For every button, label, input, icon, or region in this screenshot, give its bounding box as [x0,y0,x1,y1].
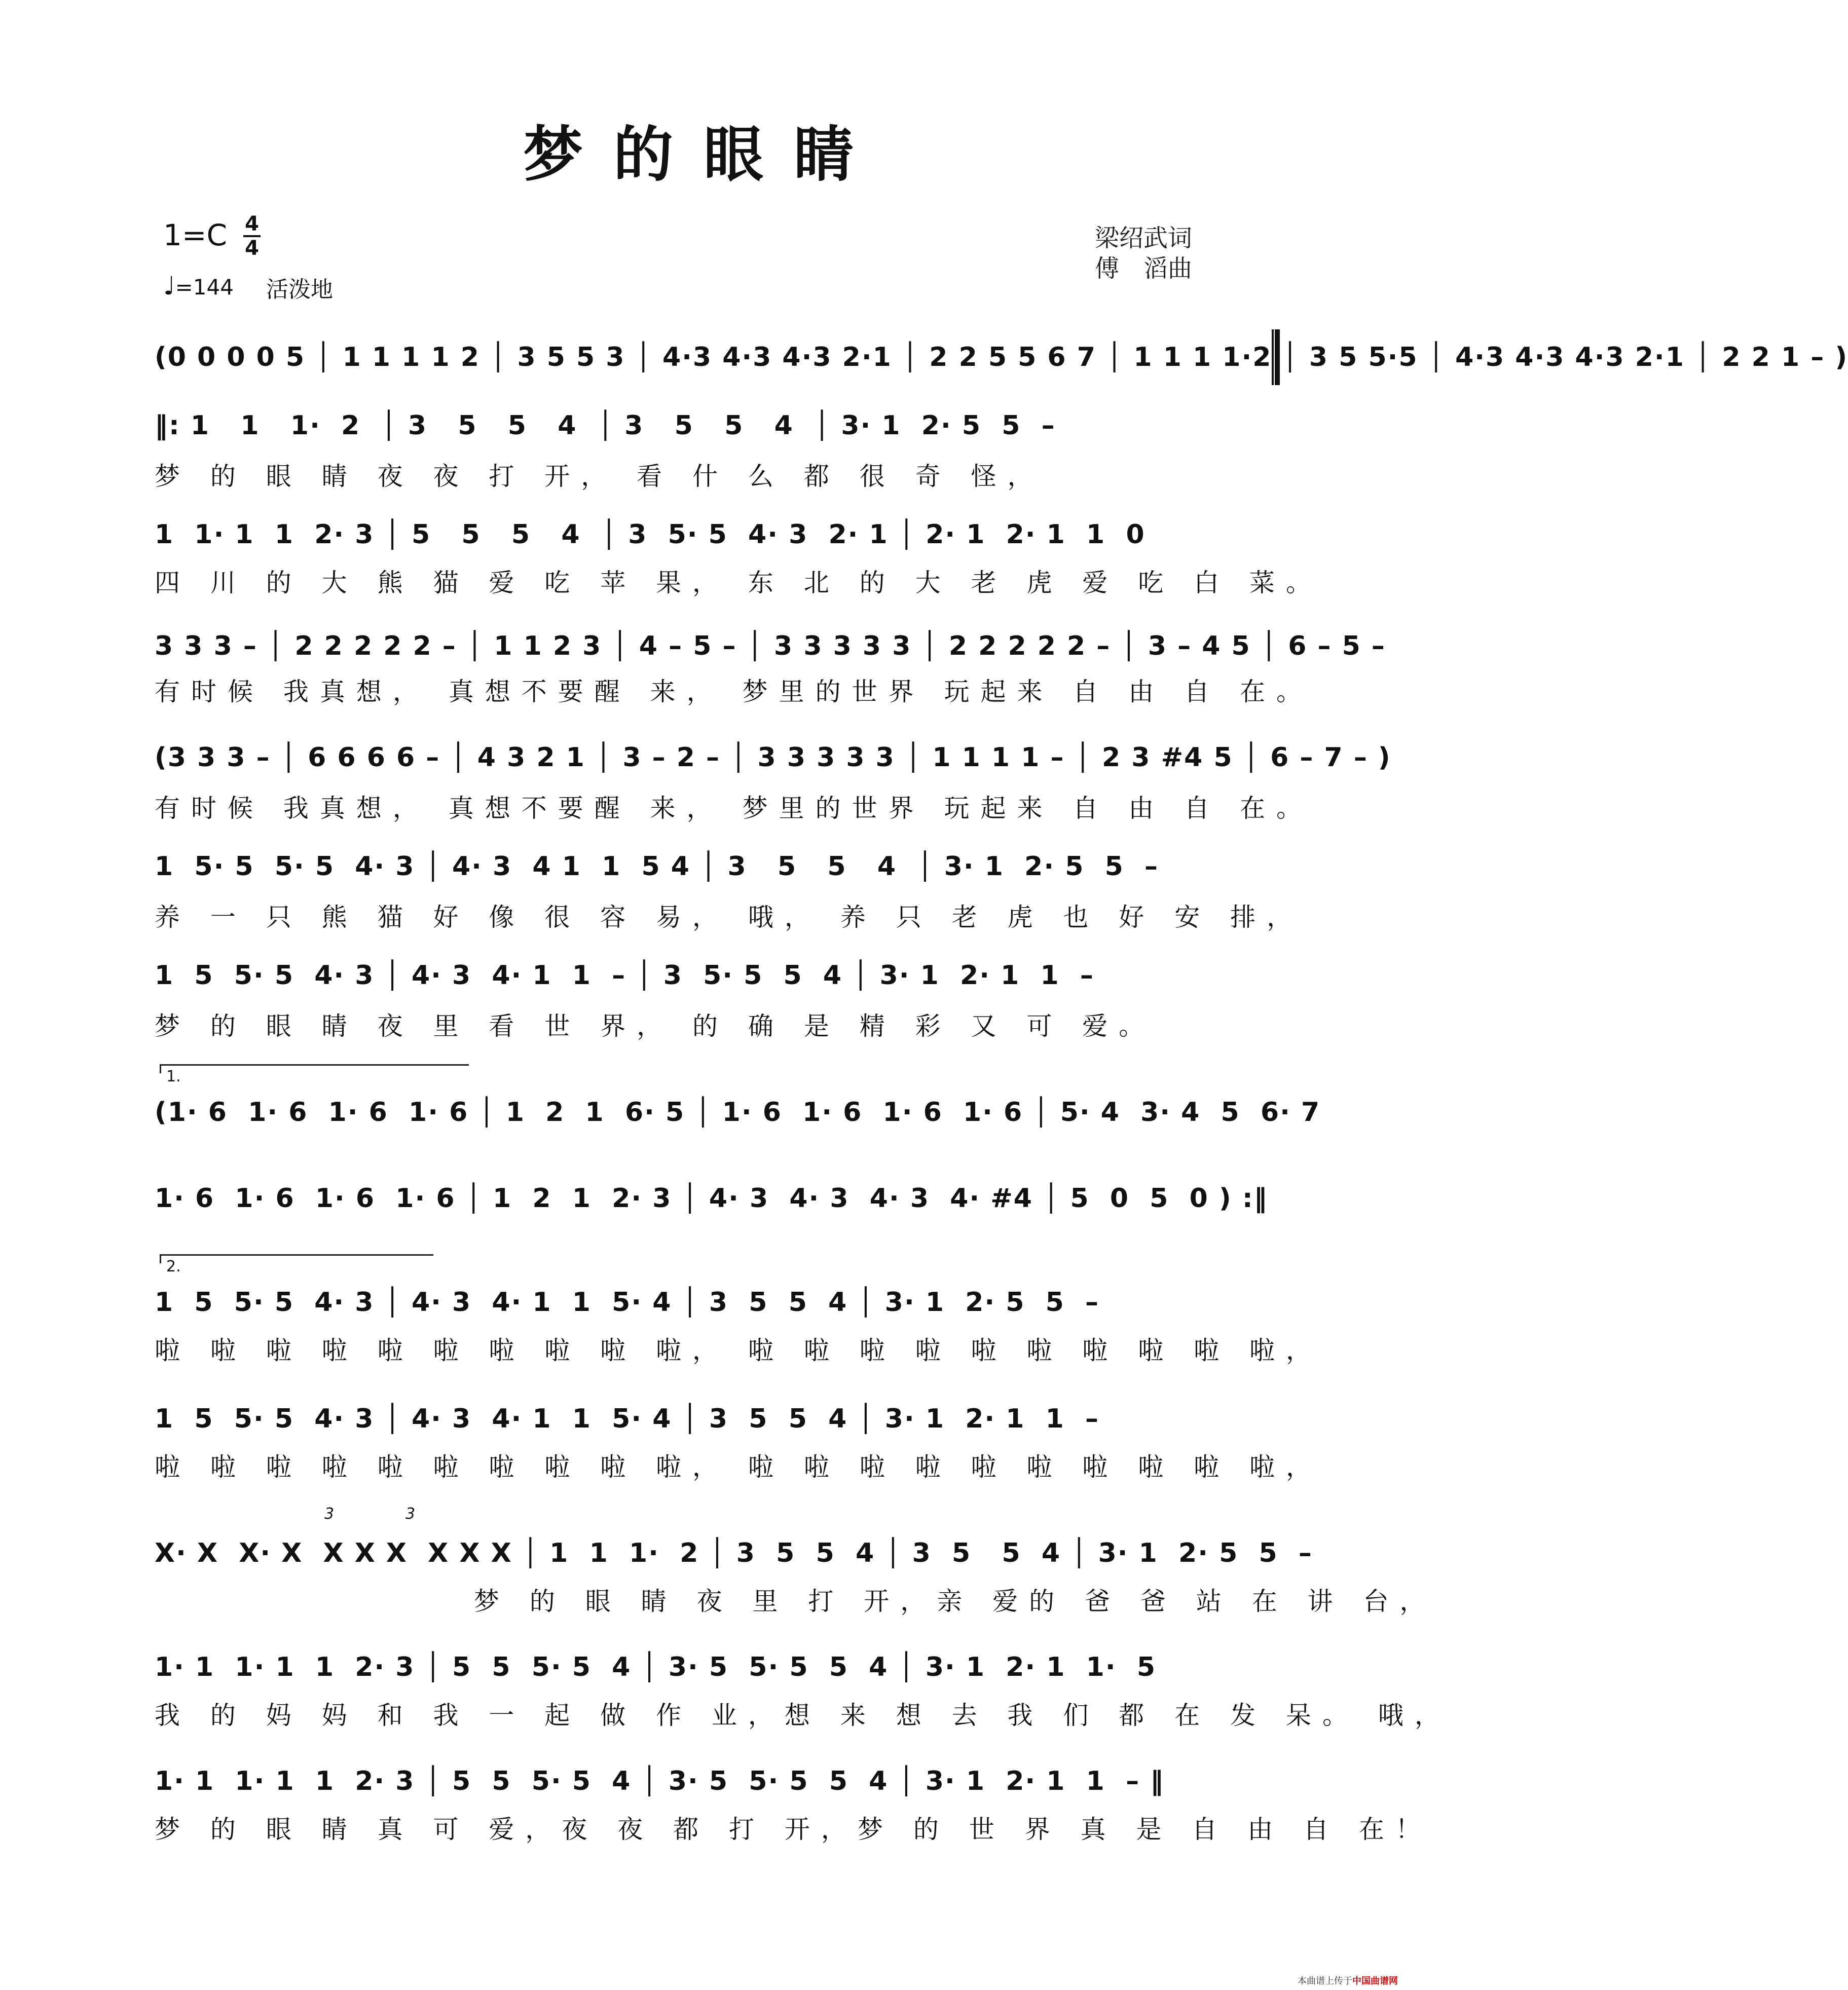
notation: (1· 6 1· 6 1· 6 1· 6 │ 1 2 1 6· 5 │ 1· 6 1· 6 1· 6 1· 6 │ 5· 4 3· 4 5 6· 7 [155,1097,1321,1128]
volta-second-ending: 2. [160,1254,433,1263]
lyric-line-4: 有时候 我真想， 真想不要醒 来， 梦里的世界 玩起来 自 由 自 在。 [155,794,1313,823]
composer: 傅 滔曲 [1095,254,1193,283]
notation: 1 5 5· 5 4· 3 │ 4· 3 4· 1 1 – │ 3 5· 5 5 4 │ 3· 1 2· 1 1 – [155,960,1094,991]
notation: (0 0 0 0 5 │ 1 1 1 1 2 │ 3 5 5 3 │ 4·3 4·3 4·3 2·1 │ 2 2 5 5 6 7 │ 1 1 1 1·2 │ 3 5 5·5 │ 4·3 4·3 4·3 2·1 │ 2 2 1 – ) [155,342,1848,372]
score-line-4 [155,730,1391,785]
score-line-6 [155,948,1280,1003]
tempo-value: =144 [175,275,234,299]
notation: 1 5 5· 5 4· 3 │ 4· 3 4· 1 1 5· 4 │ 3 5 5 4 │ 3· 1 2· 1 1 – [155,1404,1100,1434]
volta-first-ending: 1. [160,1064,469,1073]
time-signature [243,213,261,259]
lyric-line-1: 梦 的 眼 睛 夜 夜 打 开， 看 什 么 都 很 奇 怪， [155,462,1044,491]
credits [1095,223,1192,284]
lyric-line-5: 养 一 只 熊 猫 好 像 很 容 易， 哦， 养 只 老 虎 也 好 安 排， [155,903,1304,932]
notation: 1· 6 1· 6 1· 6 1· 6 │ 1 2 1 2· 3 │ 4· 3 4· 3 4· 3 4· #4 │ 5 0 5 0 ) :‖ [155,1183,1268,1214]
score-line-9 [155,1274,1280,1330]
notation: 1 1· 1 1 2· 3 │ 5 5 5 4 │ 3 5· 5 4· 3 2· 1 │ 2· 1 2· 1 1 0 [155,519,1145,550]
score-line-2 [155,507,1280,562]
footer-credit [1298,1974,1398,1987]
score-line-12 [155,1639,1280,1695]
score-line-8 [155,1171,1280,1226]
score-line-3 [155,618,1386,674]
score-line-5 [155,839,1280,894]
key-signature: 1=C [163,218,227,252]
lyric-line-13: 梦 的 眼 睛 真 可 爱，夜 夜 都 打 开，梦 的 世 界 真 是 自 由 自 在！ [155,1815,1432,1844]
triplet-mark: 3 [324,1505,335,1523]
quarter-note-icon: ♩ [163,271,175,301]
lyricist: 梁绍武词 [1095,224,1193,252]
notation: X· X X· X X X X X X X │ 1 1 1· 2 │ 3 5 5 4 │ 3 5 5 4 │ 3· 1 2· 5 5 – [155,1538,1313,1568]
notation: 1· 1 1· 1 1 2· 3 │ 5 5 5· 5 4 │ 3· 5 5· 5 5 4 │ 3· 1 2· 1 1 – ‖ [155,1766,1165,1796]
triplet-mark: 3 [405,1505,416,1523]
meter-top: 4 [245,212,259,236]
notation: 3 3 3 – │ 2 2 2 2 2 – │ 1 1 2 3 │ 4 – 5 – │ 3 3 3 3 3 │ 2 2 2 2 2 – │ 3 – 4 5 │ 6 – 5 – [155,631,1386,661]
notation: (3 3 3 – │ 6 6 6 6 – │ 4 3 2 1 │ 3 – 2 – │ 3 3 3 3 3 │ 1 1 1 1 – │ 2 3 #4 5 │ 6 – 7 – ) [155,742,1391,773]
barline-end [1272,329,1280,385]
lyric-line-9: 啦 啦 啦 啦 啦 啦 啦 啦 啦 啦， 啦 啦 啦 啦 啦 啦 啦 啦 啦 啦， [155,1336,1322,1365]
lyric-line-11: 梦 的 眼 睛 夜 里 打 开，亲 爱的 爸 爸 站 在 讲 台， [474,1587,1436,1616]
notation: 1 5· 5 5· 5 4· 3 │ 4· 3 4 1 1 5 4 │ 3 5 5 4 │ 3· 1 2· 5 5 – [155,851,1159,882]
score-line-intro [155,329,1848,385]
footer-brand: 中国曲谱网 [1352,1976,1398,1986]
notation: ‖: 1 1 1· 2 │ 3 5 5 4 │ 3 5 5 4 │ 3· 1 2· 5 5 – [155,410,1056,441]
score-line-1 [155,398,1280,454]
notation: 1 5 5· 5 4· 3 │ 4· 3 4· 1 1 5· 4 │ 3 5 5 4 │ 3· 1 2· 5 5 – [155,1287,1100,1318]
lyric-line-3: 有时候 我真想， 真想不要醒 来， 梦里的世界 玩起来 自 由 自 在。 [155,677,1313,706]
score-line-13 [155,1753,1280,1809]
lyric-line-10: 啦 啦 啦 啦 啦 啦 啦 啦 啦 啦， 啦 啦 啦 啦 啦 啦 啦 啦 啦 啦， [155,1452,1322,1482]
tempo-marking [163,271,234,301]
lyric-line-2: 四 川 的 大 熊 猫 爱 吃 苹 果， 东 北 的 大 老 虎 爱 吃 白 菜。 [155,568,1322,597]
score-line-7 [155,1084,1321,1140]
lyric-line-12: 我 的 妈 妈 和 我 一 起 做 作 业，想 来 想 去 我 们 都 在 发 呆。 哦， [155,1701,1451,1730]
expression-marking: 活泼地 [266,277,333,303]
score-line-11 [155,1525,1313,1581]
footer-note: 本曲谱上传于 [1298,1976,1352,1986]
meter-bottom: 4 [245,237,259,260]
song-title: 梦的眼睛 [523,120,884,190]
notation: 1· 1 1· 1 1 2· 3 │ 5 5 5· 5 4 │ 3· 5 5· 5 5 4 │ 3· 1 2· 1 1· 5 [155,1652,1156,1682]
score-line-10 [155,1391,1280,1447]
lyric-line-6: 梦 的 眼 睛 夜 里 看 世 界， 的 确 是 精 彩 又 可 爱。 [155,1011,1156,1041]
